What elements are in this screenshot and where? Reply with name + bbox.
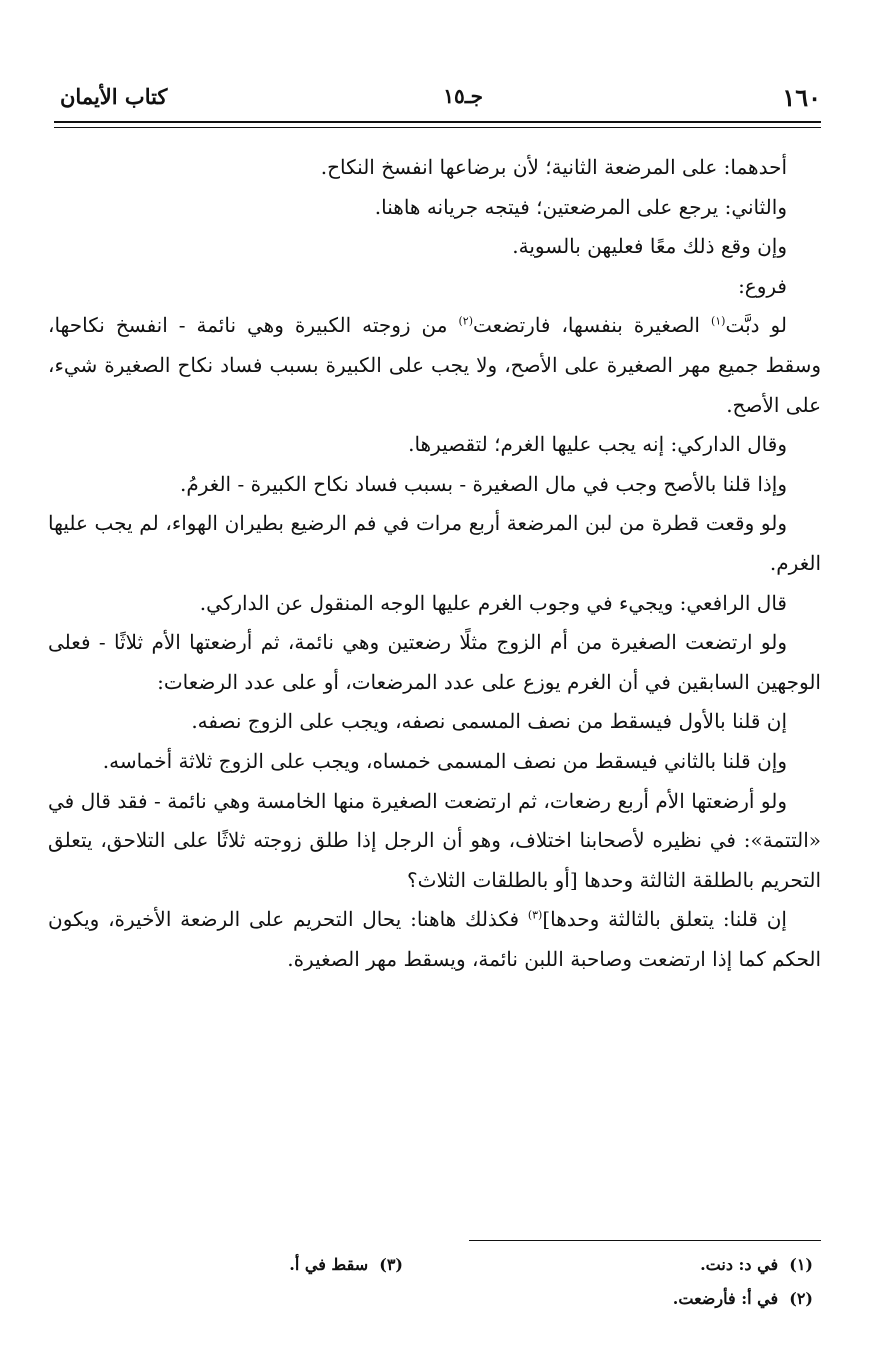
section-heading: فروع: (738, 273, 787, 298)
footnote-number: (١) (789, 1255, 813, 1274)
footnote-ref-2: (٢) (458, 314, 473, 328)
paragraph (48, 306, 821, 425)
footnote-number: (٣) (379, 1255, 403, 1274)
paragraph-text: إن قلنا: يتعلق بالثالثة وحدها] (542, 907, 787, 932)
footnote-text: سقط في أ. (289, 1255, 369, 1274)
footnote-ref-1: (١) (710, 314, 726, 328)
paragraph: ولو ارتضعت الصغيرة من أم الزوج مثلًا رضعتين وهي نائمة، ثم أرضعتها الأم ثلاثًا - فعلى الوجهين السابقين في أن الغرم يوزع على عدد المرضعات، أو على عدد الرضعات: (48, 630, 821, 694)
footnote-2 (673, 1291, 813, 1307)
paragraph-text: فكذلك هاهنا: يحال التحريم على الرضعة الأخيرة، ويكون الحكم كما إذا ارتضعت وصاحبة اللبن نائمة، ويسقط مهر الصغيرة. (48, 907, 821, 971)
footnote-3 (289, 1257, 403, 1273)
paragraph: قال الرافعي: ويجيء في وجوب الغرم عليها الوجه المنقول عن الداركي. (199, 590, 787, 615)
paragraph: وقال الداركي: إنه يجب عليها الغرم؛ لتقصيرها. (408, 432, 787, 457)
footnote-text: في د: دنت. (700, 1255, 779, 1274)
paragraph: وإن وقع ذلك معًا فعليهن بالسوية. (512, 234, 787, 259)
main-text (48, 148, 821, 979)
page-number: ١٦٠ (782, 83, 821, 112)
paragraph: أحدهما: على المرضعة الثانية؛ لأن برضاعها انفسخ النكاح. (320, 155, 787, 179)
paragraph-text: الصغيرة بنفسها، فارتضعت (472, 313, 711, 338)
paragraph: وإن قلنا بالثاني فيسقط من نصف المسمى خمساه، ويجب على الزوج ثلاثة أخماسه. (102, 748, 787, 773)
paragraph-text: من زوجته الكبيرة وهي نائمة - انفسخ نكاحها، وسقط جميع مهر الصغيرة على الأصح، ولا يجب على الكبيرة بسبب فساد نكاح الصغيرة شيء، على الأصح. (48, 313, 821, 417)
running-title: كتاب الأيمان (60, 84, 168, 109)
header-rule (54, 121, 821, 123)
footnote-number: (٢) (789, 1289, 813, 1308)
footnote-rule (469, 1240, 821, 1241)
paragraph: ولو وقعت قطرة من لبن المرضعة أربع مرات في فم الرضيع بطيران الهواء، لم يجب عليها الغرم. (48, 511, 821, 575)
footnote-ref-3: (٣) (527, 908, 543, 922)
paragraph: ولو أرضعتها الأم أربع رضعات، ثم ارتضعت الصغيرة منها الخامسة وهي نائمة - فقد قال في «التتمة»: في نظيره لأصحابنا اختلاف، وهو أن الرجل إذا طلق زوجته ثلاثًا على التلاحق، يتعلق التحريم بالطلقة الثالثة وحدها [أو بالطلقات الثلاث؟ (48, 788, 821, 892)
paragraph: إن قلنا بالأول فيسقط من نصف المسمى نصفه، ويجب على الزوج نصفه. (191, 709, 787, 734)
volume-label: جـ١٥ (443, 84, 483, 108)
paragraph: وإذا قلنا بالأصح وجب في مال الصغيرة - بسبب فساد نكاح الكبيرة - الغرمُ. (180, 471, 787, 496)
paragraph (48, 900, 821, 979)
footnote-1 (700, 1257, 813, 1273)
footnote-text: في أ: فأرضعت. (672, 1289, 779, 1308)
header-rule-thin (54, 127, 821, 128)
paragraph: والثاني: يرجع على المرضعتين؛ فيتجه جريانه هاهنا. (374, 194, 787, 219)
paragraph-text: لو دبَّت (725, 313, 787, 338)
